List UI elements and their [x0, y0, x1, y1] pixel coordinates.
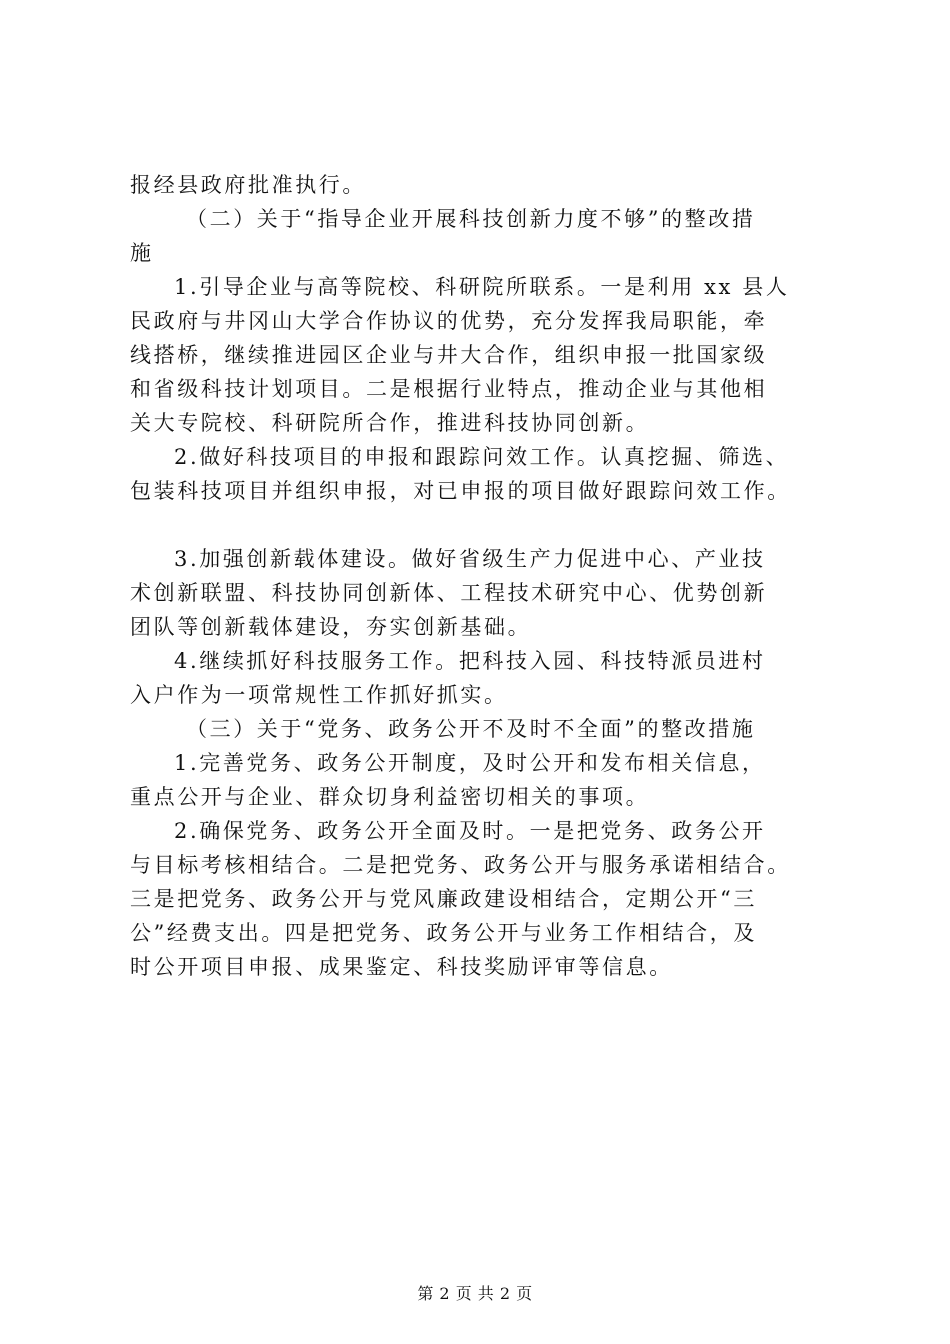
paragraph-gap: [130, 508, 842, 542]
section-heading-2: （二）关于“指导企业开展科技创新力度不够”的整改措: [186, 207, 756, 231]
paragraph-line: 施: [130, 241, 154, 265]
paragraph-line: 报经县政府批准执行。: [130, 173, 366, 197]
paragraph-line: 1.完善党务、政务公开制度，及时公开和发布相关信息，: [174, 751, 766, 775]
paragraph-line: 团队等创新载体建设，夯实创新基础。: [130, 615, 532, 639]
paragraph-line: 时公开项目申报、成果鉴定、科技奖励评审等信息。: [130, 955, 673, 979]
paragraph-line: 和省级科技计划项目。二是根据行业特点，推动企业与其他相: [130, 377, 768, 401]
paragraph-line: 关大专院校、科研院所合作，推进科技协同创新。: [130, 411, 650, 435]
paragraph-line: 线搭桥，继续推进园区企业与井大合作，组织申报一批国家级: [130, 343, 768, 367]
document-body: [130, 168, 842, 984]
paragraph-line: 入户作为一项常规性工作抓好抓实。: [130, 683, 508, 707]
paragraph-line: 重点公开与企业、群众切身利益密切相关的事项。: [130, 785, 650, 809]
page-number-footer: 第 2 页 共 2 页: [417, 1284, 533, 1303]
paragraph-line: 1.引导企业与高等院校、科研院所联系。一是利用 xx 县人: [174, 275, 790, 299]
paragraph-line: 民政府与井冈山大学合作协议的优势，充分发挥我局职能，牵: [130, 309, 768, 333]
paragraph-line: 三是把党务、政务公开与党风廉政建设相结合，定期公开“三: [130, 887, 757, 911]
paragraph-line: 与目标考核相结合。二是把党务、政务公开与服务承诺相结合。: [130, 853, 791, 877]
paragraph-line: 4.继续抓好科技服务工作。把科技入园、科技特派员进村: [174, 649, 766, 673]
paragraph-line: 公”经费支出。四是把党务、政务公开与业务工作相结合，及: [130, 921, 757, 945]
paragraph-line: 2.确保党务、政务公开全面及时。一是把党务、政务公开: [174, 819, 766, 843]
paragraph-line: 包装科技项目并组织申报，对已申报的项目做好跟踪问效工作。: [130, 479, 791, 503]
paragraph-line: 术创新联盟、科技协同创新体、工程技术研究中心、优势创新: [130, 581, 768, 605]
section-heading-3: （三）关于“党务、政务公开不及时不全面”的整改措施: [186, 717, 756, 741]
paragraph-line: 2.做好科技项目的申报和跟踪问效工作。认真挖掘、筛选、: [174, 445, 790, 469]
paragraph-line: 3.加强创新载体建设。做好省级生产力促进中心、产业技: [174, 547, 766, 571]
